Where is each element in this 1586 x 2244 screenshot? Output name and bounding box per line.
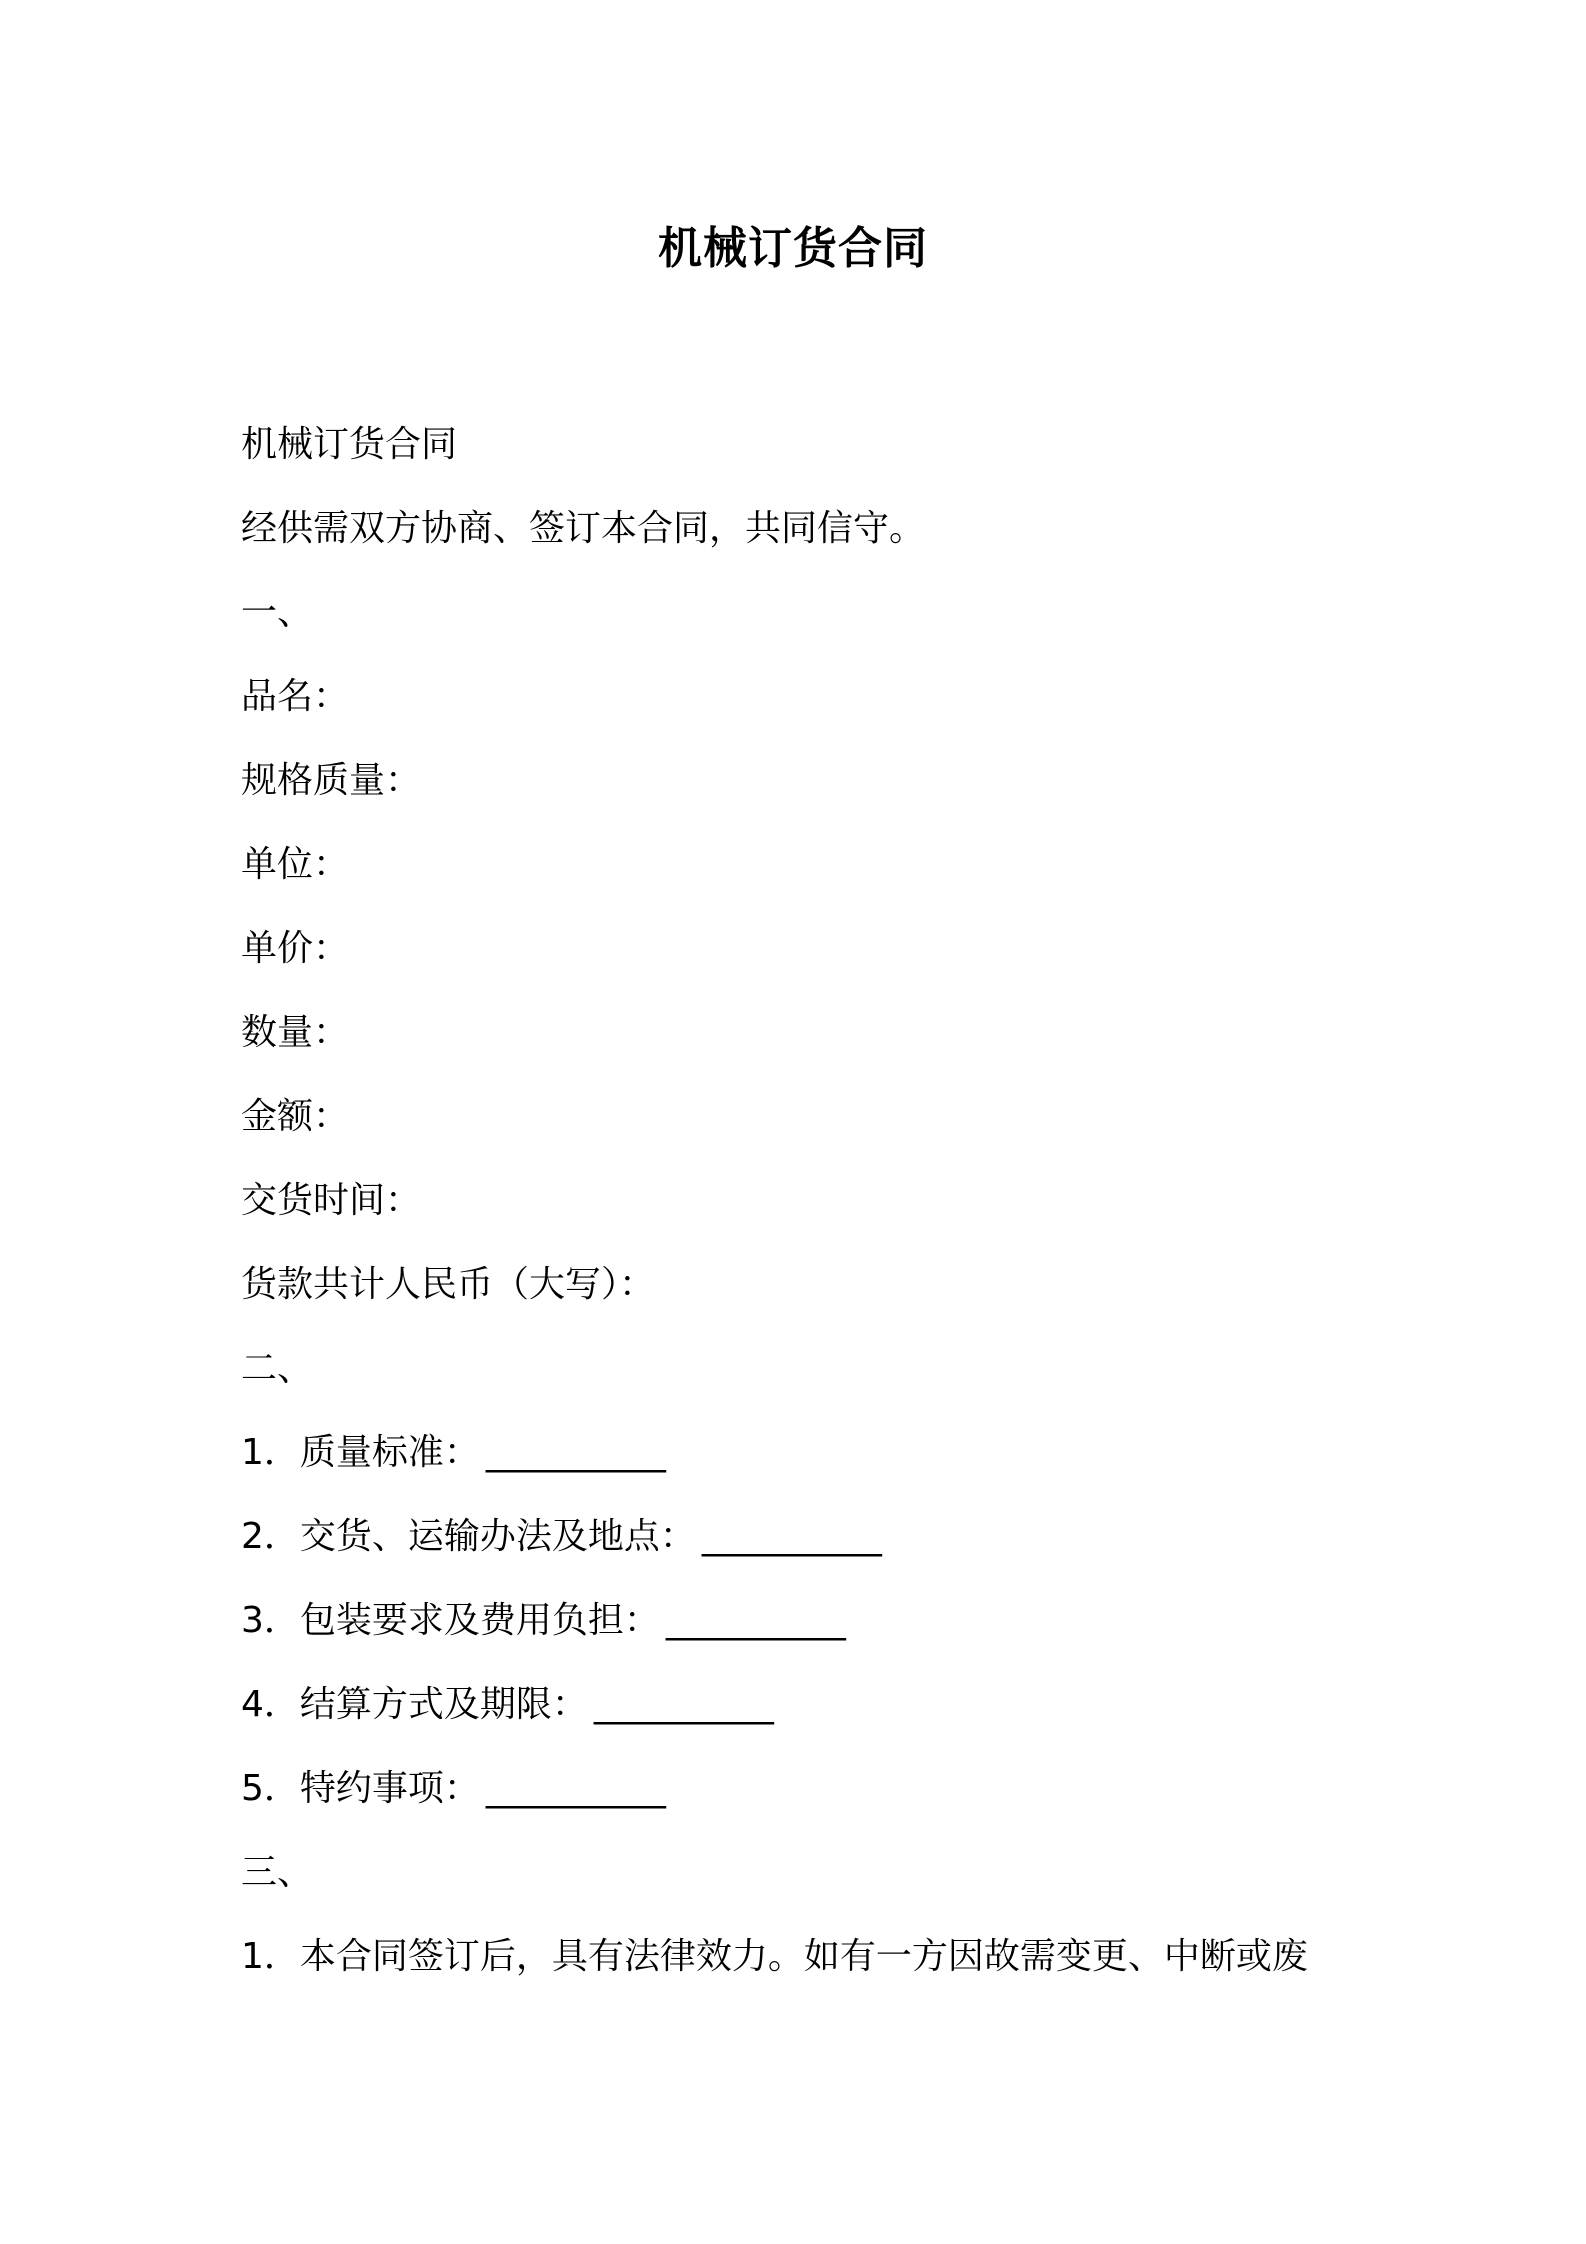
clause-special-terms	[241, 1747, 1361, 1831]
field-label: 规格质量：	[241, 760, 422, 801]
clause-label: 5．特约事项：	[241, 1768, 480, 1809]
field-label: 品名：	[241, 676, 350, 717]
field-unit-price	[241, 907, 1361, 991]
line-text: 1．本合同签订后，具有法律效力。如有一方因故需变更、中断或废	[241, 1936, 1308, 1977]
field-label: 单价：	[241, 928, 350, 969]
field-total-payment	[241, 1243, 1361, 1327]
clause-settlement	[241, 1663, 1361, 1747]
fill-blank: __________	[485, 1432, 666, 1473]
field-label: 金额：	[241, 1096, 350, 1137]
line-text: 三、	[241, 1852, 314, 1893]
section-heading-2	[241, 1327, 1361, 1411]
field-spec-quality	[241, 739, 1361, 823]
field-amount	[241, 1075, 1361, 1159]
section-heading-3	[241, 1831, 1361, 1915]
preamble-line	[241, 487, 1361, 571]
subtitle-line	[241, 403, 1361, 487]
clause-packaging	[241, 1579, 1361, 1663]
field-label: 数量：	[241, 1012, 350, 1053]
document-title: 机械订货合同	[658, 223, 928, 274]
clause-label: 1．质量标准：	[241, 1432, 480, 1473]
field-delivery-time	[241, 1159, 1361, 1243]
field-quantity	[241, 991, 1361, 1075]
fill-blank: __________	[593, 1684, 774, 1725]
line-text: 经供需双方协商、签订本合同，共同信守。	[241, 508, 926, 549]
contract-body	[241, 403, 1361, 1999]
field-label: 货款共计人民币（大写）：	[241, 1264, 656, 1305]
field-product-name	[241, 655, 1361, 739]
line-text: 机械订货合同	[241, 424, 458, 465]
clause-label: 2．交货、运输办法及地点：	[241, 1516, 696, 1557]
field-label: 交货时间：	[241, 1180, 422, 1221]
clause-delivery-transport	[241, 1495, 1361, 1579]
line-text: 一、	[241, 592, 314, 633]
fill-blank: __________	[485, 1768, 666, 1809]
field-label: 单位：	[241, 844, 350, 885]
clause-legal-effect	[241, 1915, 1361, 1999]
clause-label: 3．包装要求及费用负担：	[241, 1600, 660, 1641]
line-text: 二、	[241, 1348, 314, 1389]
clause-label: 4．结算方式及期限：	[241, 1684, 588, 1725]
section-heading-1	[241, 571, 1361, 655]
field-unit	[241, 823, 1361, 907]
clause-quality-standard	[241, 1411, 1361, 1495]
fill-blank: __________	[701, 1516, 882, 1557]
fill-blank: __________	[665, 1600, 846, 1641]
